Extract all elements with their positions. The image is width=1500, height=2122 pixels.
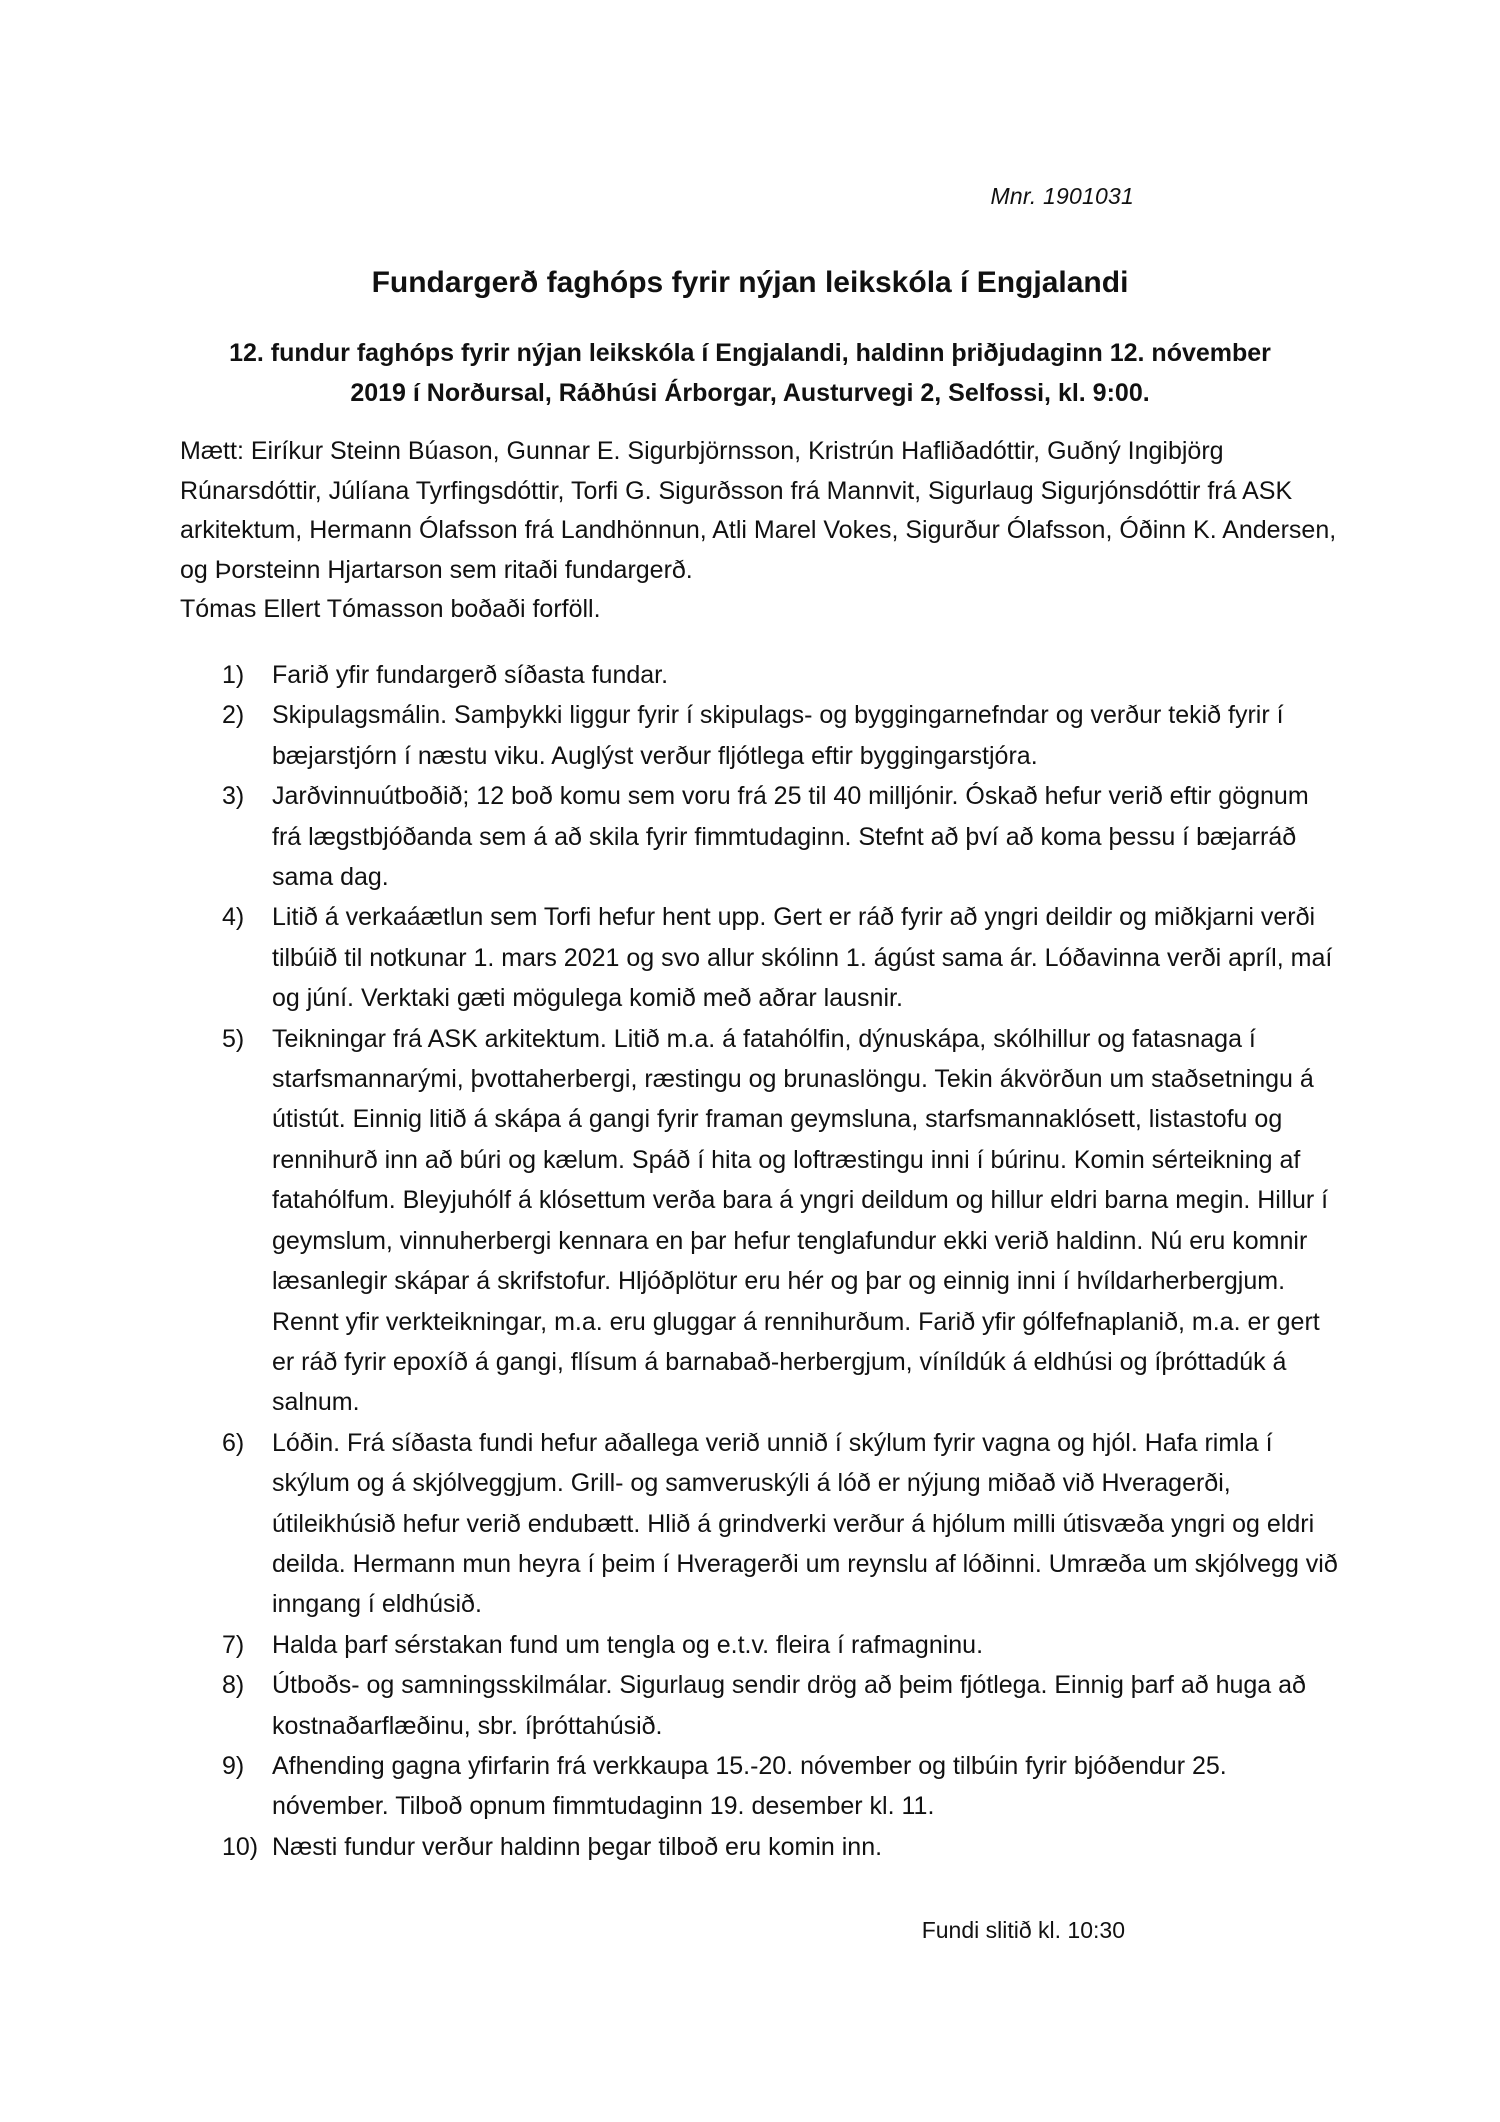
document-title: Fundargerð faghóps fyrir nýjan leikskóla í Engjalandi	[371, 266, 1129, 299]
agenda-item-text: Afhending gagna yfirfarin frá verkkaupa 15.-20. nóvember og tilbúin fyrir bjóðendur 25. nóvember. Tilboð opnum fimmtudaginn 19. desember kl. 11.	[272, 1751, 1227, 1821]
agenda-item-text: Teikningar frá ASK arkitektum. Litið m.a. á fatahólfin, dýnuskápa, skólhillur og fatasnaga í starfsmannarými, þvottaherbergi, ræstingu og brunaslöngu. Tekin ákvörðun um staðsetningu á útistút. Einnig litið á skápa á gangi fyrir framan geymsluna, starfsmannaklósett, listastofu og rennihurð inn að búri og kælum. Spáð í hita og loftræstingu inni í búrinu. Komin sérteikning af fatahólfum. Bleyjuhólf á klósettum verða bara á yngri deildum og hillur eldri barna megin. Hillur í geymslum, vinnuherbergi kennara en þar hefur tenglafundur ekki verið haldinn. Nú eru komnir læsanlegir skápar á skrifstofur. Hljóðplötur eru hér og þar og einnig inni í hvíldarherbergjum. Rennt yfir verkteikningar, m.a. eru gluggar á rennihurðum. Farið yfir gólfefnaplanið, m.a. er gert er ráð fyrir epoxíð á gangi, flísum á barnabað-herbergjum, víníldúk á eldhúsi og íþróttadúk á salnum.	[272, 1024, 1329, 1417]
agenda-item-text: Skipulagsmálin. Samþykki liggur fyrir í skipulags- og byggingarnefndar og verður tekið fyrir í bæjarstjórn í næstu viku. Auglýst verður fljótlega eftir byggingarstjóra.	[272, 701, 1284, 770]
agenda-item-text: Jarðvinnuútboðið; 12 boð komu sem voru frá 25 til 40 milljónir. Óskað hefur verið eftir gögnum frá lægstbjóðanda sem á að skila fyrir fimmtudaginn. Stefnt að því að koma þessu í bæjarráð sama dag.	[272, 782, 1309, 892]
agenda-item-text: Halda þarf sérstakan fund um tengla og e.t.v. fleira í rafmagninu.	[272, 1630, 984, 1659]
absence-text: Tómas Ellert Tómasson boðaði forföll.	[180, 595, 601, 623]
agenda-item	[180, 655, 1340, 695]
agenda-item-text: Farið yfir fundargerð síðasta fundar.	[272, 661, 669, 689]
agenda-item-text: Útboðs- og samningsskilmálar. Sigurlaug sendir drög að þeim fjótlega. Einnig þarf að huga að kostnaðarflæðinu, sbr. íþróttahúsið.	[272, 1671, 1306, 1740]
agenda-item-number: 10)	[222, 1832, 259, 1861]
agenda-item	[180, 1665, 1340, 1746]
agenda-item	[180, 897, 1340, 1018]
agenda-item-number: 1)	[222, 661, 245, 689]
agenda-item	[180, 1827, 1340, 1867]
meeting-subtitle	[170, 333, 1330, 413]
subtitle-line-2: 2019 í Norðursal, Ráðhúsi Árborgar, Austurvegi 2, Selfossi, kl. 9:00.	[350, 379, 1150, 407]
agenda-item-text: Lóðin. Frá síðasta fundi hefur aðallega verið unnið í skýlum fyrir vagna og hjól. Hafa rimla í skýlum og á skjólveggjum. Grill- og samveruskýli á lóð er nýjung miðað við Hveragerði, útileikhúsið hefur verið endubætt. Hlið á grindverki verður á hjólum milli útisvæða yngri og eldri deilda. Hermann mun heyra í þeim í Hveragerði um reynslu af lóðinni. Umræða um skjólvegg við inngang í eldhúsið.	[272, 1428, 1338, 1619]
agenda-item-number: 6)	[222, 1428, 245, 1457]
agenda-item	[180, 1746, 1340, 1827]
agenda-item	[180, 1019, 1340, 1423]
attendees-text: Mætt: Eiríkur Steinn Búason, Gunnar E. Sigurbjörnsson, Kristrún Hafliðadóttir, Guðný Ingibjörg Rúnarsdóttir, Júlíana Tyrfingsdóttir, Torfi G. Sigurðsson frá Mannvit, Sigurlaug Sigurjónsdóttir frá ASK arkitektum, Hermann Ólafsson frá Landhönnun, Atli Marel Vokes, Sigurður Ólafsson, Óðinn K. Andersen, og Þorsteinn Hjartarson sem ritaði fundargerð.	[180, 437, 1337, 584]
agenda-item	[180, 776, 1340, 897]
agenda-list	[180, 655, 1340, 1867]
agenda-item-number: 7)	[222, 1630, 245, 1659]
agenda-item	[180, 1423, 1340, 1625]
agenda-item-number: 5)	[222, 1024, 245, 1053]
agenda-item	[180, 695, 1340, 776]
agenda-item-number: 9)	[222, 1751, 245, 1780]
agenda-item-number: 8)	[222, 1671, 245, 1700]
agenda-item-number: 3)	[222, 782, 245, 811]
agenda-item	[180, 1625, 1340, 1665]
agenda-item-number: 2)	[222, 701, 245, 730]
attendance-section	[180, 432, 1340, 630]
agenda-item-text: Næsti fundur verður haldinn þegar tilboð eru komin inn.	[272, 1832, 883, 1861]
closing-note: Fundi slitið kl. 10:30	[921, 1917, 1125, 1943]
subtitle-line-1: 12. fundur faghóps fyrir nýjan leikskóla í Engjalandi, haldinn þriðjudaginn 12. nóvember	[229, 339, 1271, 367]
case-number: Mnr. 1901031	[990, 183, 1134, 209]
agenda-item-number: 4)	[222, 903, 245, 932]
agenda-item-text: Litið á verkaáætlun sem Torfi hefur hent upp. Gert er ráð fyrir að yngri deildir og miðkjarni verði tilbúið til notkunar 1. mars 2021 og svo allur skólinn 1. ágúst sama ár. Lóðavinna verði apríl, maí og júní. Verktaki gæti mögulega komið með aðrar lausnir.	[272, 903, 1333, 1013]
